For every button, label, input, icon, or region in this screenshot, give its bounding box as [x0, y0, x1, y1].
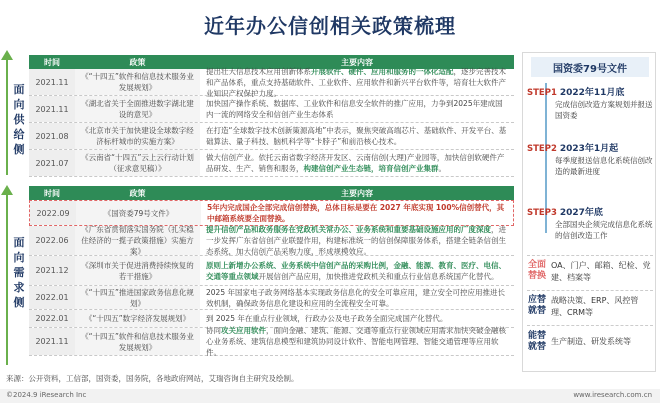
main-text: ，面向金融、建筑、能源、交通等重点行业领域应用需求加快突破金融核心业务系统、建筑信息模型和建筑协同设计软件、智能电网管理、智能交通管理等应用软件。: [206, 326, 506, 357]
box-text: 战略决策、ERP、风控管理、CRM等: [551, 296, 639, 317]
step-label: STEP2: [527, 144, 557, 154]
cell-main: [200, 150, 514, 176]
supply-side-axis: [6, 60, 26, 175]
box-label: 全面替换: [527, 260, 546, 281]
cell-main: [200, 123, 514, 149]
cell-policy: 《“十四五”软件和信息技术服务业发展规划》: [75, 328, 200, 355]
cell-policy: 《“十四五”数字经济发展规划》: [75, 310, 200, 327]
box-text: 生产制造、研发系统等: [551, 337, 631, 346]
main-text: 2025 年国家电子政务网络基本实现政务信息化的安全可靠应用，建立安全可控应用推进长效机制，确保政务信息化建设和应用的全流程安全可靠。: [206, 287, 505, 308]
page-title: 近年办公信创相关政策梳理: [204, 14, 456, 38]
box-label: 应替就替: [527, 295, 546, 316]
table-row: [29, 123, 514, 150]
cell-time: 2021.11: [29, 328, 75, 355]
table-row: [29, 286, 514, 310]
main-text: 开展信创产品应用，加快推进党政机关和重点行业信息系统国产化替代。: [258, 271, 499, 281]
cell-policy: 《深圳市关于促进消费持续恢复的若干措施》: [75, 256, 200, 285]
main-text: 协同: [206, 326, 221, 335]
panel-title: 国资委79号文件: [531, 57, 649, 77]
footer: [0, 389, 660, 403]
table-row: [29, 96, 514, 123]
cell-policy: 《“十四五”软件和信息技术服务业发展规划》: [75, 69, 200, 95]
table-row: [29, 200, 514, 226]
cell-main: [200, 328, 514, 355]
replace-full-box: [527, 260, 653, 284]
step-3: [527, 205, 655, 241]
header-policy: 政策: [129, 188, 146, 198]
cell-time: 2021.07: [29, 150, 75, 176]
main-text: 做大信创产业。依托云南省数字经济开发区、云南信创(大理)产业园等，加快信创软硬件产品研发、生产、销售和服务，: [206, 153, 505, 173]
cell-policy: 《湖北省关于全面推进数字湖北建设的意见》: [75, 96, 200, 122]
main-highlight: 原则上新增办公系统、业务系统中信创产品的采购比例，金融、能源、教育、医疗、电信、交通等重点领域: [206, 260, 506, 281]
copyright: ©2024.9 iResearch Inc: [6, 391, 87, 399]
replace-should-box: [527, 295, 653, 319]
main-text: 在打造“全球数字技术创新策源高地”中表示，聚焦突破高端芯片、基础软件、开发平台、基础算法、量子科技、脑机科学等“卡脖子”和前沿核心技术。: [206, 126, 507, 146]
cell-main: [200, 96, 514, 122]
step-desc: 完成信创改造方案规划并报送国资委: [555, 100, 653, 120]
demand-policy-table: [29, 186, 514, 356]
table-row: [29, 328, 514, 356]
main-text: ，逐步完善技术和产品体系，重点支持基础软件、工业软件、应用软件和新兴平台软件等，培育壮大软件产业知识产权保护力度。: [206, 66, 506, 98]
supply-policy-table: [29, 55, 514, 177]
main-text: 提出壮大信息技术应用创新体系: [206, 66, 311, 76]
header-main: 主要内容: [341, 188, 373, 198]
cell-main: [200, 286, 514, 309]
cell-time: 2021.11: [29, 96, 75, 122]
header-policy: 政策: [129, 57, 146, 67]
step-label: STEP3: [527, 208, 557, 218]
main-text: 加快国产操作系统、数据库、工业软件和信息安全软件的推广应用，力争到2025年建成国内一流的网络安全和信创产业生态体系: [206, 99, 503, 119]
cell-time: 2022.01: [29, 286, 75, 309]
divider: [527, 255, 653, 256]
cell-main: [201, 201, 513, 225]
main-highlight: 开展软件、硬件、应用和服务的一体化适配: [311, 66, 454, 76]
demand-side-axis: [6, 195, 26, 365]
cell-main: [200, 66, 514, 98]
sasac-79-panel: [522, 52, 656, 372]
main-text: ，进一步发挥广东省信创产业联盟作用，构建标准统一的信创保障服务体系，搭建全链条信创生态系统，加大信创产品采购力度，形成规模效应。: [206, 225, 506, 256]
cell-policy: 《“十四五”推进国家政务信息化规划》: [75, 286, 200, 309]
table-row: [29, 226, 514, 256]
divider: [527, 325, 653, 326]
website: www.iresearch.com.cn: [573, 391, 652, 399]
cell-main: [200, 256, 514, 285]
main-highlight: 5年内完成国企全部完成信创替换，总体目标是要在 2027 年底实现 100%信创替代，其中邮箱系统要全面替换。: [207, 203, 505, 223]
source-note: 来源：公开资料，工信部，国资委，国务院，各地政府网站，艾瑞咨询自主研究及绘制。: [6, 374, 299, 383]
header-time: 时间: [44, 188, 60, 198]
header-time: 时间: [44, 57, 60, 67]
step-label: STEP1: [527, 88, 557, 98]
main-highlight: 提升信创产品和政务服务在党政机关常办公、业务系统和重要基础设施应用的广度深度: [206, 225, 491, 234]
cell-policy: 《国资委79号文件》: [76, 201, 201, 225]
box-text: OA、门户、邮箱、纪检、党建、档案等: [551, 261, 651, 282]
step-desc: 每季度报送信息化系统信创改造的最新进度: [555, 156, 653, 176]
arrow-up-icon: [1, 185, 13, 195]
step-desc: 全部国央企须完成信息化系统的信创改造工作: [555, 220, 653, 240]
step-1: [527, 85, 655, 121]
arrow-up-icon: [1, 50, 13, 60]
cell-policy: 《广东省贯彻落实国务院（扎实稳住经济的一揽子政策措施）实施方案》: [75, 226, 200, 255]
divider: [527, 290, 653, 291]
main-highlight: 构建信创产业生态链，培育信创产业集群: [303, 164, 439, 173]
cell-time: 2021.11: [29, 69, 75, 95]
cell-time: 2021.12: [29, 256, 75, 285]
cell-time: 2021.08: [29, 123, 75, 149]
header-main: 主要内容: [341, 57, 373, 67]
cell-policy: 《北京市关于加快建设全球数字经济标杆城市的实施方案》: [75, 123, 200, 149]
cell-main: [200, 226, 514, 255]
main-text: 。: [438, 164, 446, 173]
cell-time: 2022.01: [29, 310, 75, 327]
demand-side-label: 面向需求侧: [13, 236, 25, 309]
cell-time: 2022.09: [30, 201, 76, 225]
step-2: [527, 141, 655, 177]
step-date: 2022年11月底: [559, 88, 625, 98]
table-row: [29, 150, 514, 177]
main-highlight: 攻关应用软件: [221, 326, 266, 335]
step-date: 2027年底: [559, 208, 603, 218]
replace-can-box: [527, 331, 653, 353]
step-date: 2023年1月起: [559, 144, 619, 154]
cell-time: 2022.06: [29, 226, 75, 255]
box-label: 能替就替: [527, 331, 546, 352]
table-header: [29, 186, 514, 200]
table-row: [29, 66, 514, 98]
supply-side-label: 面向供给侧: [13, 83, 25, 156]
main-text: 到 2025 年在重点行业领域，行政办公及电子政务全面完成国产化替代。: [206, 314, 448, 323]
table-row: [29, 256, 514, 286]
cell-policy: 《云南省“十四五”云上云行动计划（征求意见稿）》: [75, 150, 200, 176]
